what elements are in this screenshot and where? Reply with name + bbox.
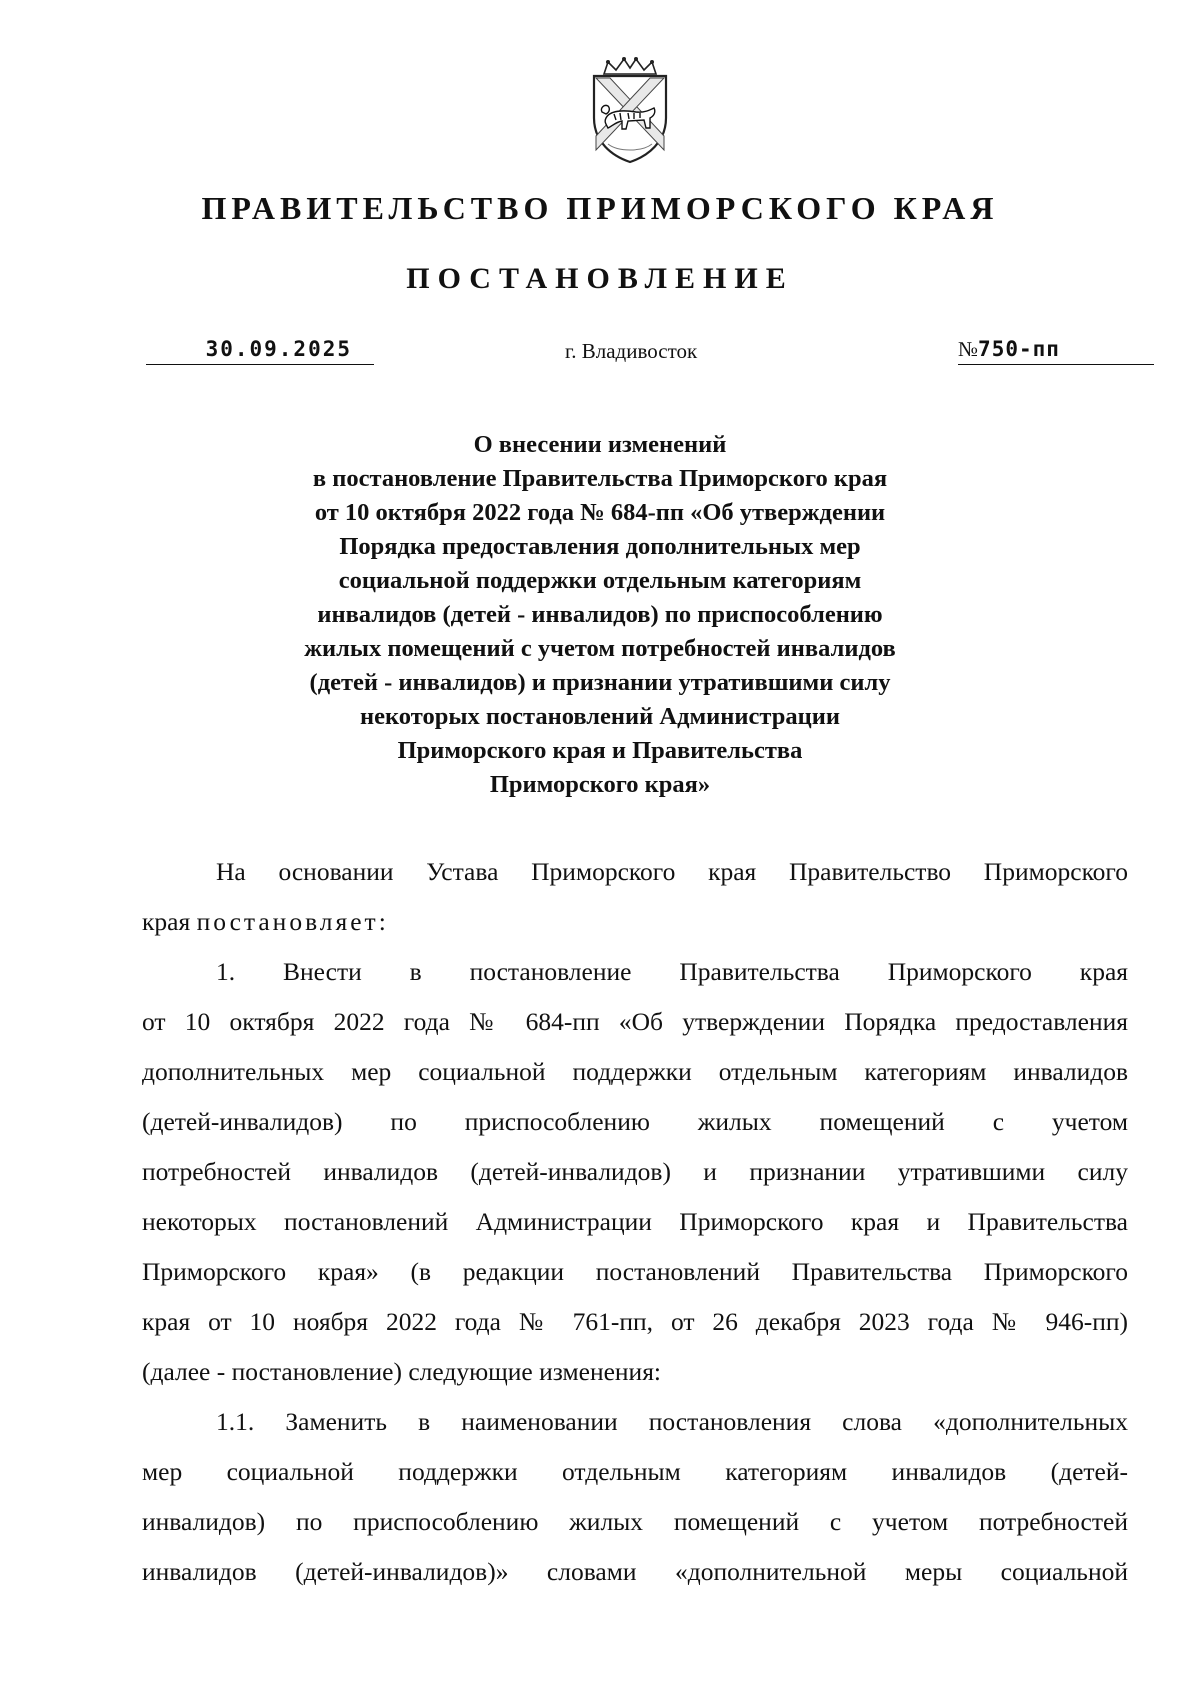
document-body (142, 847, 1128, 1597)
body-line: 1. Внести в постановление Правительства Приморского края (216, 957, 1128, 986)
body-line: (детей-инвалидов) по приспособлению жилых помещений с учетом (142, 1107, 1128, 1136)
coat-of-arms-icon (584, 56, 676, 166)
body-line: (далее - постановление) следующие изменения: (142, 1357, 662, 1386)
body-line: мер социальной поддержки отдельным категориям инвалидов (детей- (142, 1457, 1128, 1486)
body-line: некоторых постановлений Администрации Приморского края и Правительства (142, 1207, 1128, 1236)
body-line: от 10 октября 2022 года № 684-пп «Об утверждении Порядка предоставления (142, 1007, 1128, 1036)
number-prefix: № (958, 337, 979, 361)
body-line: инвалидов) по приспособлению жилых помещений с учетом потребностей (142, 1507, 1128, 1536)
document-type-heading: ПОСТАНОВЛЕНИЕ (406, 262, 794, 295)
body-line: 1.1. Заменить в наименовании постановления слова «дополнительных (216, 1407, 1128, 1436)
subject-line: инвалидов (детей - инвалидов) по приспособлению (317, 601, 883, 628)
subject-line: жилых помещений с учетом потребностей инвалидов (304, 635, 896, 662)
body-line: инвалидов (детей-инвалидов)» словами «дополнительной меры социальной (142, 1557, 1128, 1586)
decree-keyword: постановляет: (196, 907, 389, 936)
subject-line: Приморского края» (489, 771, 711, 798)
body-line: дополнительных мер социальной поддержки отдельным категориям инвалидов (142, 1057, 1128, 1086)
subject-line: Приморского края и Правительства (397, 737, 803, 764)
document-date: 30.09.2025 (146, 334, 374, 365)
body-text-fragment: края (142, 907, 191, 936)
subject-line: (детей - инвалидов) и признании утратившими силу (309, 669, 891, 696)
subject-line: от 10 октября 2022 года № 684-пп «Об утверждении (314, 499, 886, 526)
document-city: г. Владивосток (565, 339, 698, 363)
subject-line: некоторых постановлений Администрации (360, 703, 840, 730)
body-line: На основании Устава Приморского края Правительство Приморского (216, 857, 1128, 886)
body-line: потребностей инвалидов (детей-инвалидов) и признании утратившими силу (142, 1157, 1128, 1186)
body-line: Приморского края» (в редакции постановлений Правительства Приморского (142, 1257, 1128, 1286)
organization-title: ПРАВИТЕЛЬСТВО ПРИМОРСКОГО КРАЯ (201, 190, 999, 226)
subject-line: в постановление Правительства Приморского края (312, 465, 888, 492)
subject-line: социальной поддержки отдельным категориям (338, 567, 862, 594)
document-number: 750-пп (978, 337, 1060, 361)
document-number-field (958, 334, 1154, 365)
body-line: края от 10 ноября 2022 года № 761-пп, от 26 декабря 2023 года № 946-пп) (142, 1307, 1128, 1336)
body-line (142, 897, 1128, 947)
subject-line: Порядка предоставления дополнительных мер (339, 533, 861, 560)
subject-line: О внесении изменений (473, 431, 727, 458)
document-subject (150, 428, 1050, 802)
